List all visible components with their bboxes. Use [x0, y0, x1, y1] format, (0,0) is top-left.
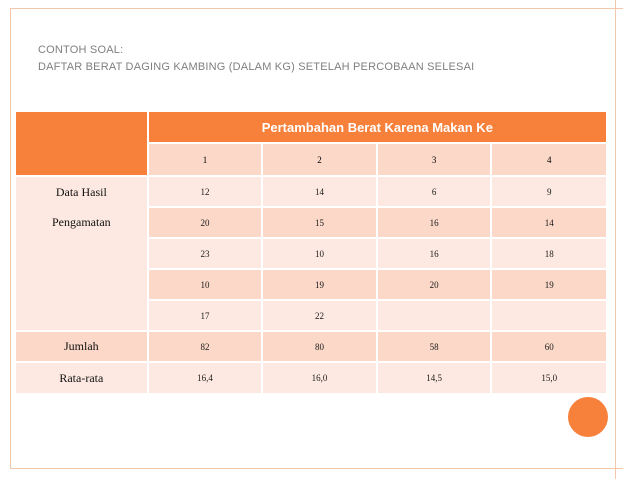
column-number: 3 — [377, 143, 492, 176]
group-label-line-2: Pengamatan — [52, 215, 111, 229]
table-cell: 20 — [148, 207, 263, 238]
table-cell: 15 — [262, 207, 377, 238]
table-cell: 6 — [377, 176, 492, 207]
table-cell: 23 — [148, 238, 263, 269]
data-table — [16, 112, 606, 393]
column-number: 2 — [262, 143, 377, 176]
jumlah-label: Jumlah — [16, 331, 148, 362]
table-header: Pertambahan Berat Karena Makan Ke — [148, 112, 606, 143]
table-cell: 17 — [148, 300, 263, 331]
table-cell — [491, 300, 606, 331]
table-cell: 18 — [491, 238, 606, 269]
slide-right-rule — [615, 0, 616, 479]
table-header-row — [16, 112, 606, 143]
group-label-line-1: Data Hasil — [55, 185, 107, 199]
table-cell: 16 — [377, 207, 492, 238]
column-number: 4 — [491, 143, 606, 176]
title-line-2: DAFTAR BERAT DAGING KAMBING (DALAM KG) SETELAH PERCOBAAN SELESAI — [38, 61, 475, 73]
jumlah-cell: 60 — [491, 331, 606, 362]
table-cell: 12 — [148, 176, 263, 207]
table-cell: 10 — [148, 269, 263, 300]
table-cell: 16 — [377, 238, 492, 269]
rata-rata-label: Rata-rata — [16, 362, 148, 393]
slide-title — [38, 42, 474, 76]
table-cell — [377, 300, 492, 331]
table-cell: 22 — [262, 300, 377, 331]
table-row — [16, 176, 606, 207]
table-cell: 9 — [491, 176, 606, 207]
rata-rata-row — [16, 362, 606, 393]
jumlah-cell: 82 — [148, 331, 263, 362]
header-corner-cell — [16, 112, 148, 176]
table-cell: 14 — [262, 176, 377, 207]
jumlah-cell: 58 — [377, 331, 492, 362]
table-cell: 10 — [262, 238, 377, 269]
title-line-1: CONTOH SOAL: — [38, 44, 124, 56]
table-cell: 19 — [262, 269, 377, 300]
table-cell: 20 — [377, 269, 492, 300]
rata-rata-cell: 16,4 — [148, 362, 263, 393]
rata-rata-cell: 15,0 — [491, 362, 606, 393]
jumlah-cell: 80 — [262, 331, 377, 362]
rata-rata-cell: 16,0 — [262, 362, 377, 393]
jumlah-row — [16, 331, 606, 362]
group-label-cell — [16, 176, 148, 331]
rata-rata-cell: 14,5 — [377, 362, 492, 393]
column-number: 1 — [148, 143, 263, 176]
table-cell: 14 — [491, 207, 606, 238]
table-cell: 19 — [491, 269, 606, 300]
decorative-circle — [568, 397, 608, 437]
